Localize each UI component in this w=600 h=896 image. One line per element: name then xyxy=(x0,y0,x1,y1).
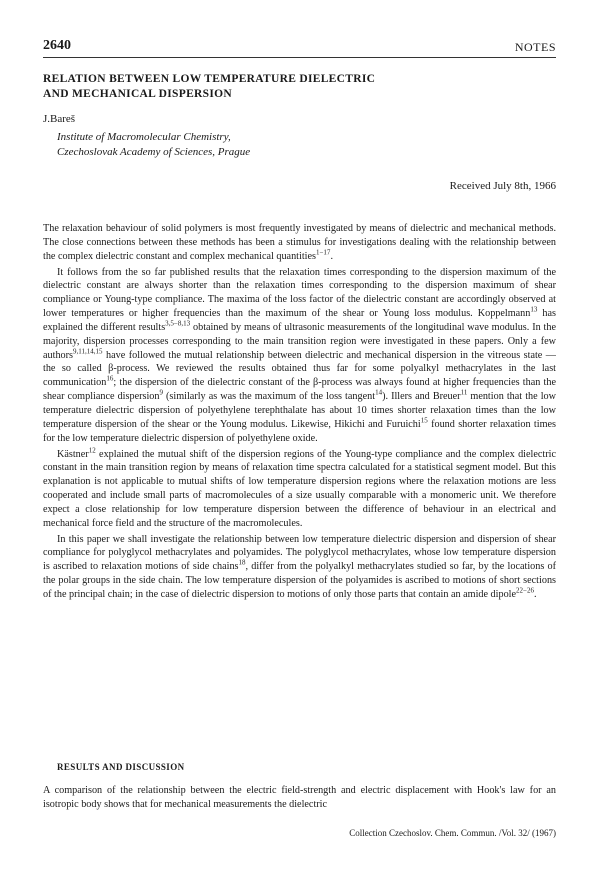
journal-footer: Collection Czechoslov. Chem. Commun. /Vol. 32/ (1967) xyxy=(349,828,556,838)
paragraph-4: In this paper we shall investigate the relationship between low temperature dielectric dispersion and dispersion of shear compliance for polyglycol methacrylates and polyamides. The polyglycol methacrylates, whose low temperature dispersion is ascribed to relaxation motions of side chains$^{18}$, differ from the polyalkyl methacrylates studied so far, by the locations of the polar groups in the side chain. The low temperature dispersion of the polyamides is ascribed to motions of short sections of the principal chain; in the case of dielectric dispersion to motions of only those parts that contain an amide dipole$^{22-26}$. xyxy=(43,533,556,600)
author-name: J.Bareš xyxy=(43,113,76,125)
citation: 1−17 xyxy=(315,248,331,257)
affiliation-line-1: Institute of Macromolecular Chemistry, xyxy=(57,131,231,143)
section-heading: RESULTS AND DISCUSSION xyxy=(57,762,185,772)
citation: 14 xyxy=(375,388,383,397)
paragraph-2: It follows from the so far published results that the relaxation times corresponding to the dispersion maximum of the dielectric constant are always shorter than the relaxation times corresponding to the dispersion maximum of shear compliance or Young-type compliance. The maxima of the loss factor of the dielectric constant are accordingly observed at lower temperatures or higher frequencies than the maximum of the shear or Young loss modulus. Koppelmann$^{13}$ has explained the different results$^{3,5-8,13}$ obtained by means of ultrasonic measurements of the longitudinal wave modulus. In the majority, dispersion processes corresponding to the main transition region were investigated in these papers. Only a few authors$^{9,11,14,15}$ have followed the mutual relationship between dielectric and mechanical dispersion in the vitreous state — the so called β-process. We reviewed the results obtained thus far for some polyalkyl methacrylates in the last communication$^{16}$; the dispersion of the dielectric constant of the β-process was always found at higher frequencies than the shear compliance dispersion$^9$ (similarly as was the maximum of the loss tangent$^{14}$). Illers and Breuer$^{11}$ mention that the low temperature dielectric dispersion of polyethylene terephthalate has about 10 times shorter relaxation times than the low temperature dispersion of the shear or the Young modulus. Likewise, Hikichi and Furuichi$^{15}$ found shorter relaxation times for the low temperature dielectric dispersion of polyethylene oxide. xyxy=(43,266,557,444)
received-date: Received July 8th, 1966 xyxy=(449,180,556,192)
affiliation-line-2: Czechoslovak Academy of Sciences, Prague xyxy=(57,146,251,158)
citation: 18 xyxy=(238,558,246,567)
title-line-1: RELATION BETWEEN LOW TEMPERATURE DIELECTRIC xyxy=(43,73,376,85)
citation: 16 xyxy=(106,374,114,383)
section-label: NOTES xyxy=(514,40,556,54)
citation: 15 xyxy=(420,416,428,425)
page-number: 2640 xyxy=(43,38,71,53)
article-title xyxy=(43,72,543,102)
results-body xyxy=(43,784,556,812)
title-line-2: AND MECHANICAL DISPERSION xyxy=(43,88,232,100)
affiliation xyxy=(57,130,250,160)
citation: 12 xyxy=(88,446,96,455)
citation: 22−26 xyxy=(516,586,534,595)
citation: 3,5−8,13 xyxy=(165,319,191,328)
paragraph-5: A comparison of the relationship between the electric field-strength and electric displacement with Hook's law for an isotropic body shows that for mechanical measurements the dielectric xyxy=(43,785,556,810)
article-body xyxy=(43,222,556,602)
citation: 13 xyxy=(530,305,538,314)
header-rule xyxy=(43,57,556,58)
citation: 11 xyxy=(460,388,468,397)
paragraph-3: Kästner$^{12}$ explained the mutual shift of the dispersion regions of the Young-type compliance and the complex dielectric constant in the main transition region by means of relaxation time spectra calculated for a statistical segment model. But this explanation is not applicable to mutual shifts of low temperature dispersion regions where the relaxation motions are less cooperated and include small parts of macromolecules of a size usually comparable with a monomeric unit. We therefore expect a close relationship for low temperature dispersion between the difference of behaviour in an electrical and mechanical force field and the structure of the macromolecules. xyxy=(43,446,556,529)
paragraph-1: The relaxation behaviour of solid polymers is most frequently investigated by means of dielectric and mechanical methods. The close connections between these methods has been a stimulus for investigations dealing with the relationship between the complex dielectric constant and complex mechanical quantities$^{1-17}$. xyxy=(43,223,556,262)
citation: 9,11,14,15 xyxy=(73,347,103,356)
citation: 9 xyxy=(159,388,163,397)
